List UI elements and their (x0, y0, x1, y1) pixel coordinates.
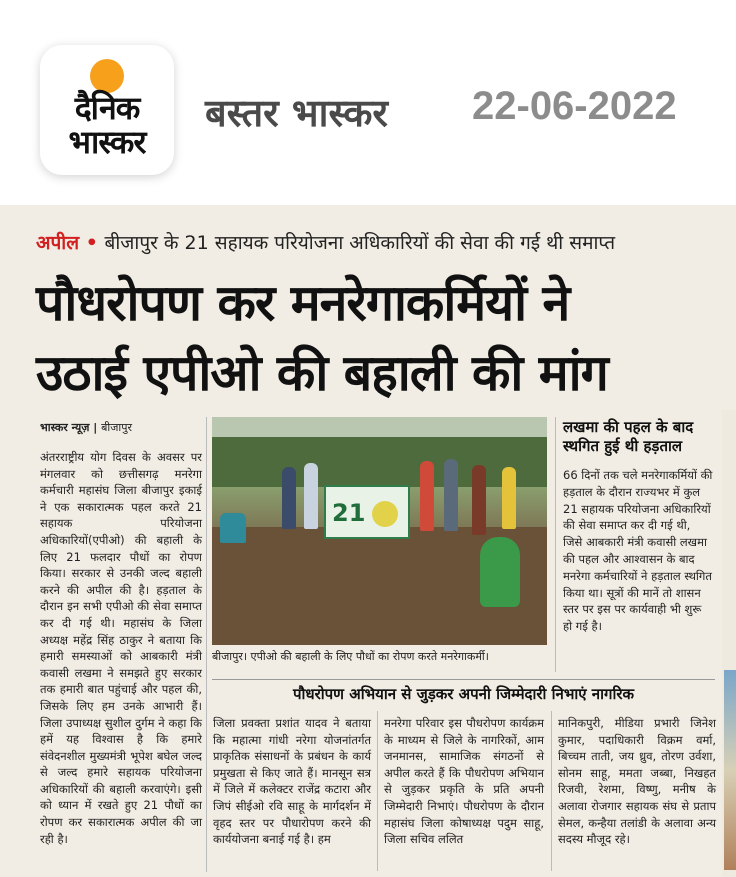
headline-line2: उठाई एपीओ की बहाली की मांग (36, 344, 608, 402)
kicker-label: अपील (36, 232, 80, 254)
logo-sun-icon (90, 59, 124, 93)
kicker-bullet: • (85, 232, 98, 254)
article-column-2: जिला प्रवक्ता प्रशांत यादव ने बताया कि महात्मा गांधी नरेगा योजनांतर्गत प्राकृतिक संसाधनों के प्रबंधन के कार्य प्रमुखता से किए जाते हैं। मानसून सत्र में जिले में कलेक्टर राजेंद्र कटारा और जिपं सीईओ रवि साहू के मार्गदर्शन में वृहद स्तर पर पौधारोपण करने की कार्ययोजना बनाई गई है। हम (213, 716, 371, 847)
byline-location: बीजापुर (101, 421, 133, 434)
article-photo (212, 417, 547, 645)
dainik-bhaskar-logo (40, 45, 174, 175)
photo-person (420, 461, 434, 531)
column-divider (377, 711, 378, 871)
byline: भास्कर न्यूज़ | बीजापुर (40, 421, 133, 434)
photo-person (472, 465, 486, 535)
subheading-rule (212, 679, 715, 680)
photo-person-kneeling (220, 513, 246, 543)
photo-person (282, 467, 296, 529)
edition-title: बस्तर भास्कर (205, 91, 388, 135)
photo-caption: बीजापुर। एपीओ की बहाली के लिए पौधों का रोपण करते मनरेगाकर्मी। (212, 650, 489, 663)
sidebar-body: 66 दिनों तक चले मनरेगाकर्मियों की हड़ताल के दौरान राज्यभर में कुल 21 सहायक परियोजना अधिकारियों की सेवा समाप्त कर दी गई थी, जिसे आबकारी मंत्री कवासी लखमा की पहल और आश्वासन के बाद मनरेगा कर्मचारियों ने हड़ताल स्थगित किया था। सूत्रों की मानें तो शासन स्तर पर इस पर कार्यवाही भी शुरू हो गई है। (563, 468, 713, 634)
photo-person-planting (480, 537, 520, 607)
logo-text-line2: भास्कर (68, 123, 146, 161)
column-divider (206, 417, 207, 872)
article-column-1: अंतरराष्ट्रीय योग दिवस के अवसर पर मंगलवार को छत्तीसगढ़ मनरेगा कर्मचारी महासंघ जिला बीजापुर इकाई ने एक सकारात्मक पहल करते 21 सहायक परियोजना अधिकारियों(एपीओ) की बहाली के लिए 21 फलदार पौधों का रोपण किया। सरकार से उनकी जल्द बहाली करने की अपील की है। हड़ताल के दौरान इन सभी एपीओ की सेवा समाप्त कर दी गई थी। महासंघ के जिला अध्यक्ष महेंद्र सिंह ठाकुर ने बताया कि हमारी समस्याओं को आबकारी मंत्री कवासी लखमा ने समझते हुए सरकार तक हमारी बात पहुंचाई और पहल की, जिसके लिए हम उनके आभारी हैं। जिला उपाध्यक्ष सुशील दुर्गम ने कहा कि हमें यह विश्वास है कि हमारे संवेदनशील मुख्यमंत्री भूपेश बघेल जल्द से जल्द हमारे सहायक परियोजना अधिकारियों की बहाली करवाएंगे। इसी को ध्यान में रखते हुए 21 पौधों का रोपण कर सकारात्मक अपील की जा रही है। (40, 450, 202, 846)
article-column-4: मानिकपुरी, मीडिया प्रभारी जिनेश कुमार, पदाधिकारी विक्रम वर्मा, बिच्चम ताती, जय ध्रुव, तोरण उर्वशा, सोनम साहू, ममता जब्बा, निखहत रिजवी, रेशमा, विष्णु, मनीष के अलावा रोजगार सहायक संघ से प्रताप सेमल, कन्हैया तलांडी के अलावा अन्य सदस्य मौजूद रहे। (558, 716, 716, 847)
column-divider (551, 711, 552, 871)
photo-banner (324, 485, 410, 539)
banner-emblem (372, 501, 398, 527)
kicker-text: बीजापुर के 21 सहायक परियोजना अधिकारियों की सेवा की गई थी समाप्त (104, 232, 616, 254)
logo-text-line1: दैनिक (74, 89, 140, 127)
subheading: पौधरोपण अभियान से जुड़कर अपनी जिम्मेदारी निभाएं नागरिक (293, 685, 634, 703)
byline-source: भास्कर न्यूज़ (40, 421, 90, 434)
headline-line1: पौधरोपण कर मनरेगाकर्मियों ने (36, 274, 570, 332)
sidebar-heading: लखमा की पहल के बाद स्थगित हुई थी हड़ताल (563, 418, 694, 455)
photo-person (444, 459, 458, 531)
column-divider (555, 417, 556, 672)
article-kicker (36, 229, 615, 255)
adjacent-article-image (724, 670, 736, 870)
photo-person (502, 467, 516, 529)
photo-trees (212, 437, 547, 487)
page-header (0, 0, 736, 200)
photo-person (304, 463, 318, 529)
article-column-3: मनरेगा परिवार इस पौधरोपण कार्यक्रम के माध्यम से जिले के नागरिकों, आम जनमानस, सामाजिक संगठनों से अपील करते हैं कि पौधरोपण अभियान से जुड़कर प्रकृति के प्रति अपनी जिम्मेदारी निभाएं। पौधरोपण के दौरान महासंघ जिला कोषाध्यक्ष पदुम साहू, जिला सचिव ललित (384, 716, 544, 847)
banner-number: 21 (332, 499, 366, 527)
newspaper-clipping (0, 205, 736, 877)
edition-date: 22-06-2022 (472, 84, 677, 128)
